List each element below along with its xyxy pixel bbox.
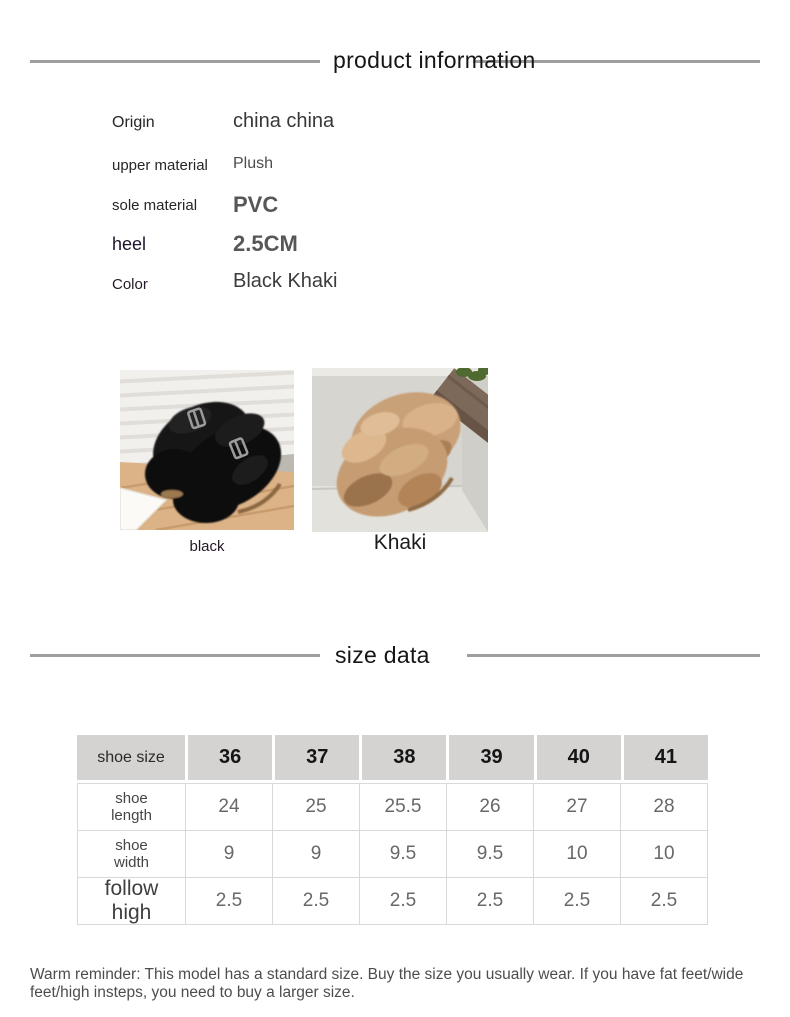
detail-label-sole-material: sole material	[112, 197, 198, 214]
cell-high-37: 2.5	[273, 878, 360, 925]
size-table	[77, 735, 708, 925]
header-size-40: 40	[537, 735, 621, 780]
header-size-39: 39	[449, 735, 533, 780]
size-table-header	[77, 735, 708, 780]
variant-label-black: black	[189, 538, 225, 555]
size-table-body	[77, 783, 708, 925]
cell-high-38: 2.5	[360, 878, 447, 925]
cell-width-37: 9	[273, 831, 360, 878]
size-data-title: size data	[320, 641, 467, 669]
row-label-shoe-width: shoe width	[78, 831, 186, 878]
detail-label-color: Color	[112, 276, 148, 293]
row-label-shoe-length: shoe length	[78, 784, 186, 831]
cell-length-37: 25	[273, 784, 360, 831]
detail-value-sole-material: PVC	[233, 192, 279, 217]
header-shoe-size: shoe size	[77, 735, 185, 780]
cell-high-39: 2.5	[447, 878, 534, 925]
row-label-follow-high: follow high	[78, 878, 186, 925]
detail-label-heel: heel	[112, 234, 147, 254]
cell-length-41: 28	[621, 784, 708, 831]
cell-length-38: 25.5	[360, 784, 447, 831]
header-size-38: 38	[362, 735, 446, 780]
cell-width-39: 9.5	[447, 831, 534, 878]
cell-width-40: 10	[534, 831, 621, 878]
cell-width-36: 9	[186, 831, 273, 878]
cell-length-40: 27	[534, 784, 621, 831]
detail-value-upper-material: Plush	[233, 155, 274, 172]
cell-width-41: 10	[621, 831, 708, 878]
product-information-title	[320, 46, 536, 74]
warm-reminder-text: Warm reminder: This model has a standard size. Buy the size you usually wear. If you have fat feet/wide feet/high insteps, you need to buy a larger size.	[30, 966, 744, 1001]
detail-label-origin: Origin	[112, 114, 155, 131]
variant-label-khaki: Khaki	[373, 531, 427, 554]
cell-high-41: 2.5	[621, 878, 708, 925]
divider-left	[30, 60, 320, 63]
header-size-41: 41	[624, 735, 708, 780]
cell-high-40: 2.5	[534, 878, 621, 925]
cell-width-38: 9.5	[360, 831, 447, 878]
title-part-right: mation	[464, 47, 536, 73]
title-part-left: product infor	[320, 46, 465, 74]
cell-length-36: 24	[186, 784, 273, 831]
header-size-37: 37	[275, 735, 359, 780]
cell-length-39: 26	[447, 784, 534, 831]
cell-high-36: 2.5	[186, 878, 273, 925]
detail-label-upper-material: upper material	[112, 157, 208, 174]
detail-value-color: Black Khaki	[233, 270, 338, 292]
detail-value-heel: 2.5CM	[233, 231, 298, 256]
header-size-36: 36	[188, 735, 272, 780]
detail-value-origin: china china	[233, 110, 335, 132]
black-slippers-image	[120, 370, 294, 530]
khaki-slippers-image	[312, 368, 488, 532]
